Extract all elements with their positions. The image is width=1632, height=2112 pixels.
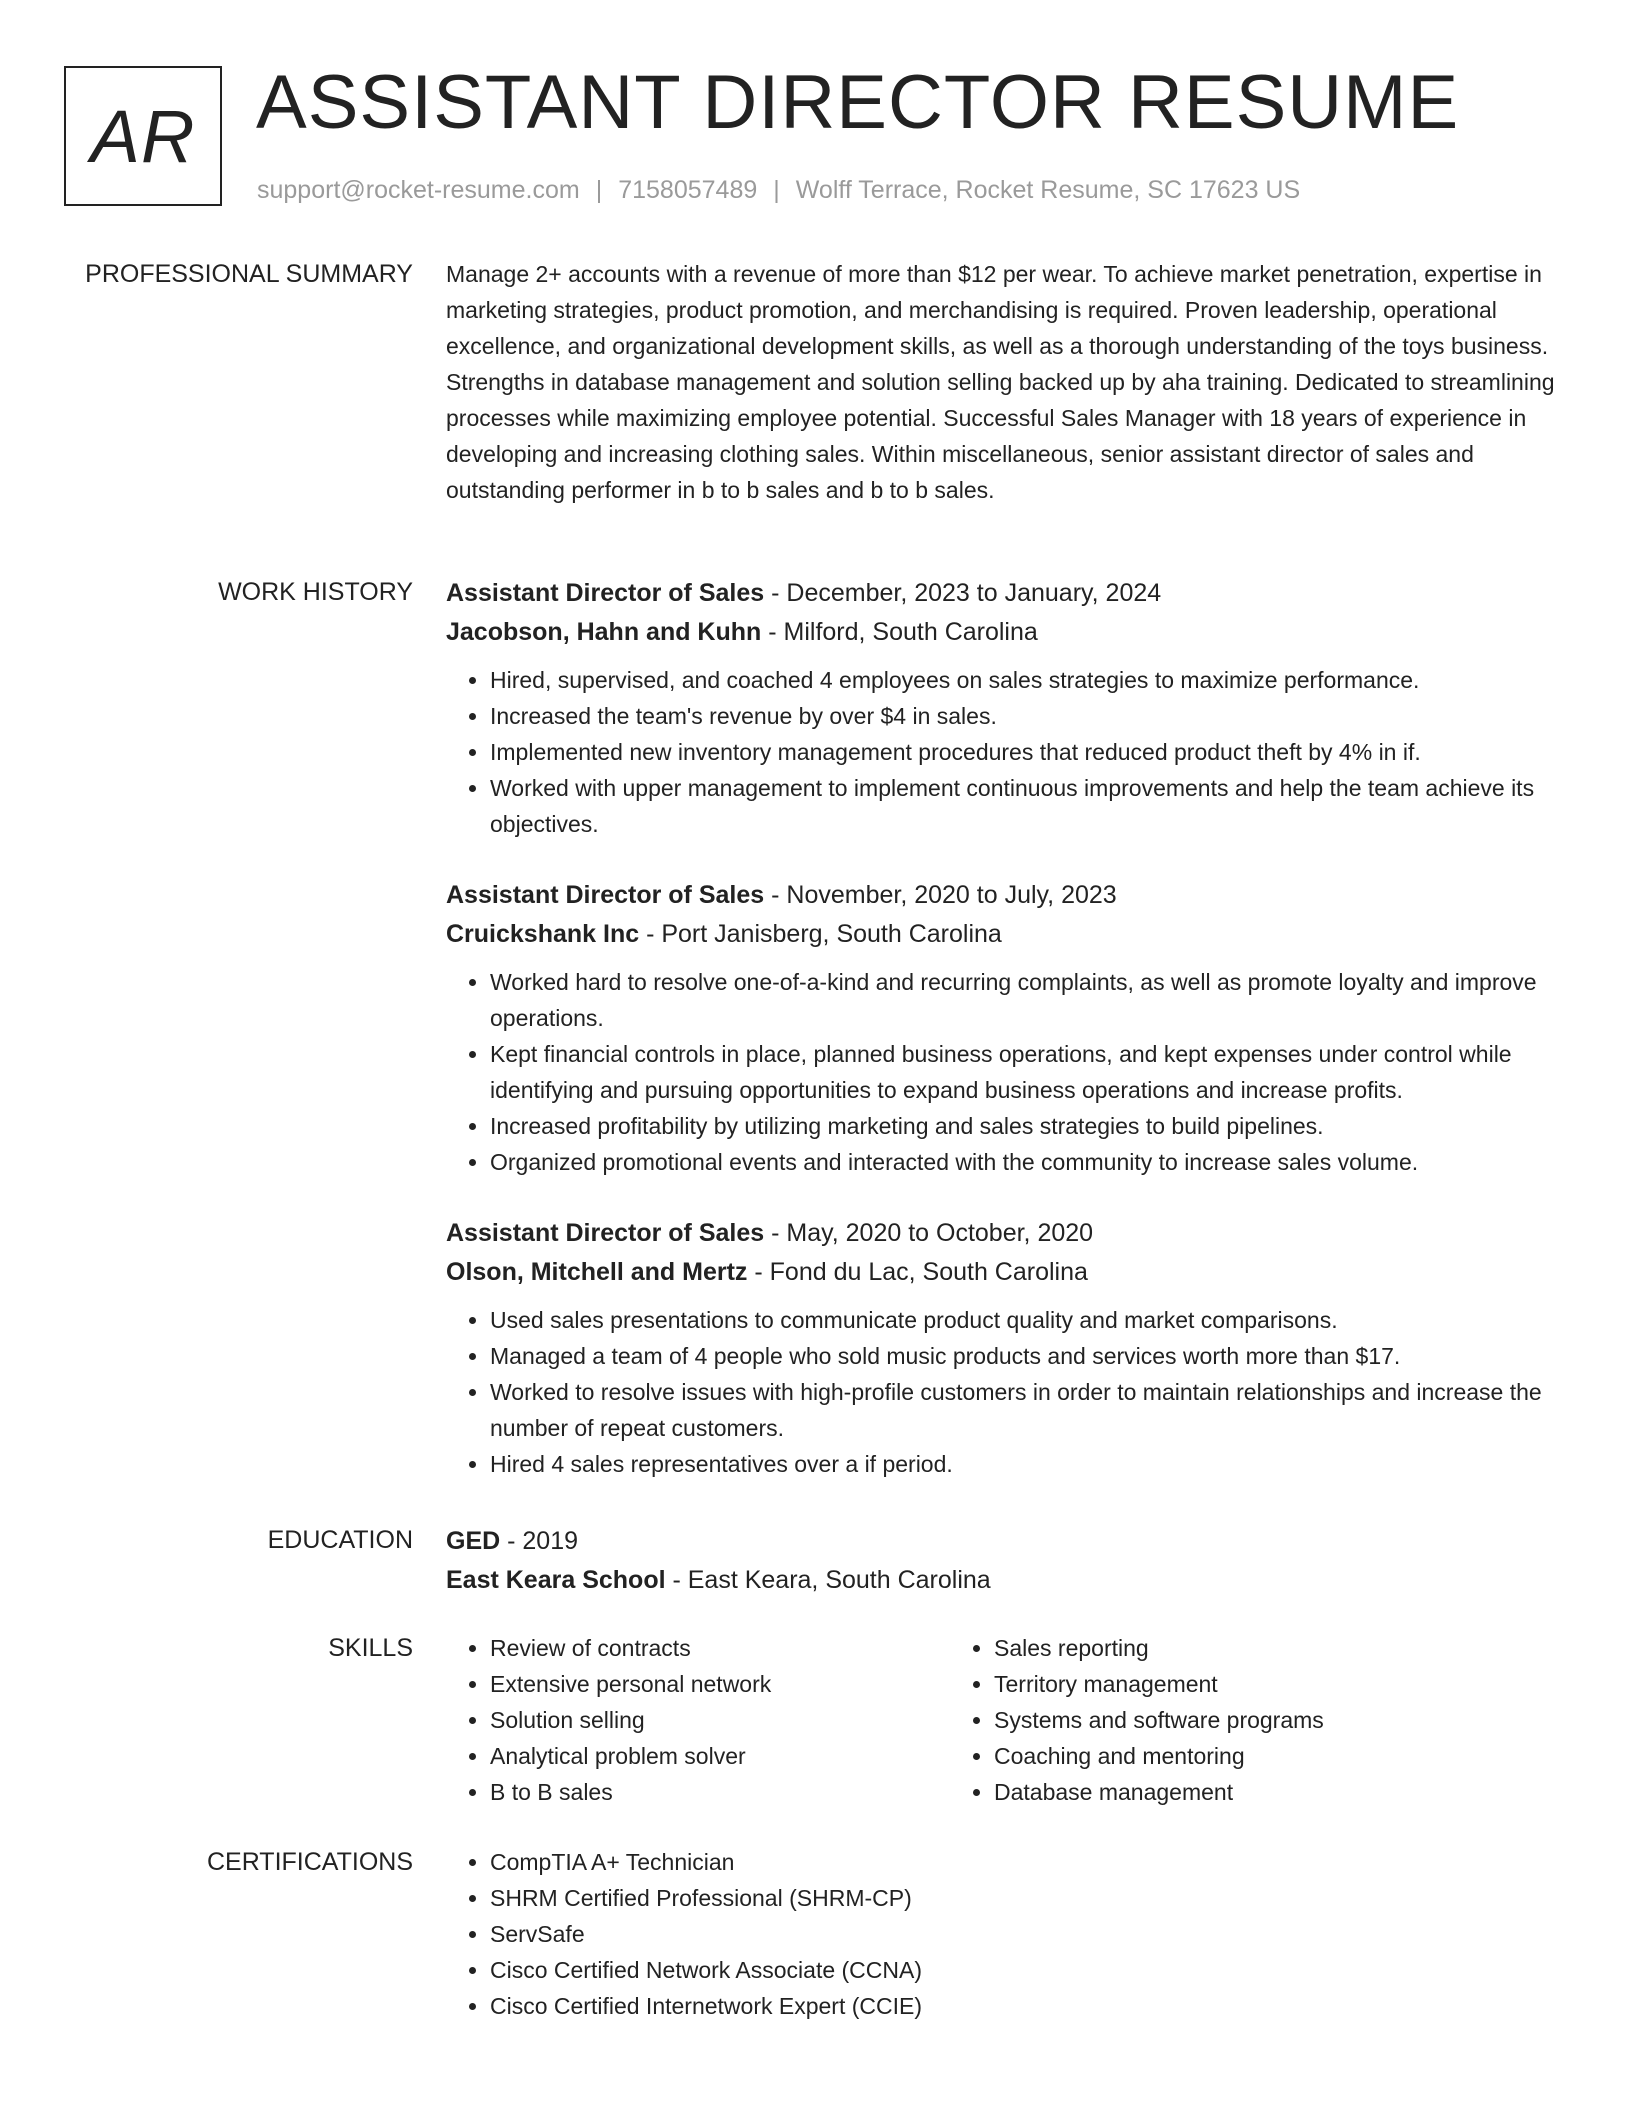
job-company-line bbox=[446, 613, 1566, 652]
job-bullet: • Implemented new inventory management procedures that reduced product theft by 4% in if. bbox=[490, 734, 1566, 770]
certifications-list bbox=[446, 1844, 1566, 2024]
certification-item: • Cisco Certified Internetwork Expert (CCIE) bbox=[490, 1988, 1566, 2024]
contact-separator: | bbox=[773, 176, 780, 204]
contact-line bbox=[257, 174, 1300, 206]
section-label-work-history: WORK HISTORY bbox=[218, 578, 413, 606]
skill-item: • Database management bbox=[994, 1774, 1454, 1810]
job-dates: - May, 2020 to October, 2020 bbox=[764, 1219, 1094, 1247]
section-label-certifications: CERTIFICATIONS bbox=[206, 1848, 413, 1876]
certification-item: • Cisco Certified Network Associate (CCNA) bbox=[490, 1952, 1566, 1988]
job-company: Jacobson, Hahn and Kuhn bbox=[446, 618, 762, 646]
monogram-badge: AR bbox=[64, 66, 222, 206]
certification-item: • CompTIA A+ Technician bbox=[490, 1844, 1566, 1880]
skill-item: • Review of contracts bbox=[490, 1630, 950, 1666]
job-entry bbox=[446, 876, 1566, 1180]
certifications-body bbox=[446, 1844, 1566, 2024]
job-location: - Milford, South Carolina bbox=[761, 618, 1038, 646]
certification-item: • SHRM Certified Professional (SHRM-CP) bbox=[490, 1880, 1566, 1916]
job-bullet: • Increased profitability by utilizing marketing and sales strategies to build pipelines. bbox=[490, 1108, 1566, 1144]
job-title: Assistant Director of Sales bbox=[446, 881, 765, 909]
summary-body bbox=[446, 256, 1566, 508]
contact-address: Wolff Terrace, Rocket Resume, SC 17623 US bbox=[795, 176, 1301, 204]
skill-item: • Territory management bbox=[994, 1666, 1454, 1702]
job-dates: - November, 2020 to July, 2023 bbox=[764, 881, 1117, 909]
contact-separator: | bbox=[595, 176, 603, 204]
job-bullet: • Used sales presentations to communicate product quality and market comparisons. bbox=[490, 1302, 1566, 1338]
job-bullet: • Worked to resolve issues with high-profile customers in order to maintain relationships and increase the number of repeat customers. bbox=[490, 1374, 1566, 1446]
skill-item: • Sales reporting bbox=[994, 1630, 1454, 1666]
job-title-line bbox=[446, 876, 1566, 915]
skill-item: • Systems and software programs bbox=[994, 1702, 1454, 1738]
education-year: - 2019 bbox=[500, 1527, 579, 1555]
skills-list-left bbox=[446, 1630, 950, 1810]
education-body bbox=[446, 1522, 1566, 1600]
section-label-summary: PROFESSIONAL SUMMARY bbox=[85, 260, 413, 288]
job-location: - Port Janisberg, South Carolina bbox=[639, 920, 1002, 948]
contact-phone: 7158057489 bbox=[618, 176, 758, 204]
job-bullets bbox=[446, 662, 1566, 842]
job-title-line bbox=[446, 1214, 1566, 1253]
skill-item: • Solution selling bbox=[490, 1702, 950, 1738]
job-bullets bbox=[446, 1302, 1566, 1482]
job-company: Olson, Mitchell and Mertz bbox=[446, 1258, 748, 1286]
job-company-line bbox=[446, 1253, 1566, 1292]
job-title: Assistant Director of Sales bbox=[446, 1219, 765, 1247]
job-company: Cruickshank Inc bbox=[446, 920, 640, 948]
education-degree: GED bbox=[446, 1527, 501, 1555]
job-entry bbox=[446, 1214, 1566, 1482]
skills-list-right bbox=[950, 1630, 1454, 1810]
page-title: ASSISTANT DIRECTOR RESUME bbox=[256, 60, 1460, 145]
certification-item: • ServSafe bbox=[490, 1916, 1566, 1952]
job-bullet: • Kept financial controls in place, planned business operations, and kept expenses under control while identifying and pursuing opportunities to expand business operations and increase profits. bbox=[490, 1036, 1566, 1108]
skills-body bbox=[446, 1630, 1566, 1810]
job-title: Assistant Director of Sales bbox=[446, 579, 765, 607]
job-company-line bbox=[446, 915, 1566, 954]
job-entry bbox=[446, 574, 1566, 842]
education-degree-line bbox=[446, 1522, 1566, 1561]
job-title-line bbox=[446, 574, 1566, 613]
job-bullet: • Hired, supervised, and coached 4 employees on sales strategies to maximize performance. bbox=[490, 662, 1566, 698]
skill-item: • Extensive personal network bbox=[490, 1666, 950, 1702]
summary-text: Manage 2+ accounts with a revenue of more than $12 per wear. To achieve market penetration, expertise in marketing strategies, product promotion, and merchandising is required. Proven leadership, operational excellence, and organizational development skills, as well as a thorough understanding of the toys business. Strengths in database management and solution selling backed up by aha training. Dedicated to streamlining processes while maximizing employee potential. Successful Sales Manager with 18 years of experience in developing and increasing clothing sales. Within miscellaneous, senior assistant director of sales and outstanding performer in b to b sales and b to b sales. bbox=[446, 261, 1555, 503]
job-bullet: • Worked hard to resolve one-of-a-kind and recurring complaints, as well as promote loyalty and improve operations. bbox=[490, 964, 1566, 1036]
job-bullet: • Managed a team of 4 people who sold music products and services worth more than $17. bbox=[490, 1338, 1566, 1374]
skill-item: • Coaching and mentoring bbox=[994, 1738, 1454, 1774]
job-dates: - December, 2023 to January, 2024 bbox=[764, 579, 1162, 607]
skill-item: • Analytical problem solver bbox=[490, 1738, 950, 1774]
job-location: - Fond du Lac, South Carolina bbox=[747, 1258, 1088, 1286]
job-bullet: • Hired 4 sales representatives over a if period. bbox=[490, 1446, 1566, 1482]
section-label-skills: SKILLS bbox=[328, 1634, 413, 1662]
job-bullet: • Worked with upper management to implement continuous improvements and help the team achieve its objectives. bbox=[490, 770, 1566, 842]
contact-email: support@rocket-resume.com bbox=[257, 176, 580, 204]
job-bullet: • Organized promotional events and interacted with the community to increase sales volume. bbox=[490, 1144, 1566, 1180]
skill-item: • B to B sales bbox=[490, 1774, 950, 1810]
education-location: - East Keara, South Carolina bbox=[665, 1566, 991, 1594]
education-school: East Keara School bbox=[446, 1566, 666, 1594]
education-school-line bbox=[446, 1561, 1566, 1600]
section-label-education: EDUCATION bbox=[267, 1526, 413, 1554]
job-bullets bbox=[446, 964, 1566, 1180]
job-bullet: • Increased the team's revenue by over $4 in sales. bbox=[490, 698, 1566, 734]
work-history-body bbox=[446, 574, 1566, 1516]
